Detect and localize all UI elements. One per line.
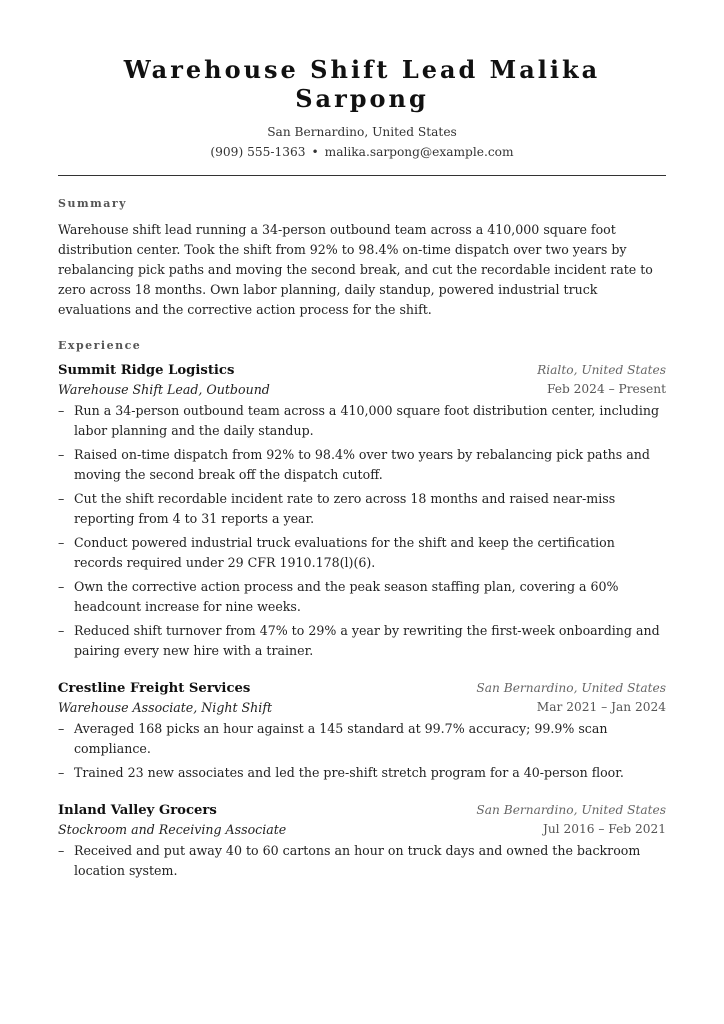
bullet-item <box>58 577 666 617</box>
bullet-item <box>58 401 666 441</box>
job-dates: Jul 2016 – Feb 2021 <box>542 822 666 836</box>
company-name: Summit Ridge Logistics <box>58 363 235 378</box>
contact-line <box>58 144 666 160</box>
bullet-text: Received and put away 40 to 60 cartons an hour on truck days and owned the backroom location system. <box>74 843 641 878</box>
bullet-dash: – <box>58 535 65 550</box>
job-inland-valley <box>58 801 666 885</box>
job-bullets <box>58 719 666 783</box>
job-dates: Mar 2021 – Jan 2024 <box>536 700 666 714</box>
bullet-item <box>58 445 666 485</box>
phone-number: (909) 555-1363 <box>210 145 306 159</box>
bullet-item <box>58 841 666 881</box>
bullet-text: Averaged 168 picks an hour against a 145 standard at 99.7% accuracy; 99.9% scan compliance. <box>74 721 608 756</box>
job-location: San Bernardino, United States <box>476 803 666 817</box>
company-name: Crestline Freight Services <box>58 681 251 696</box>
bullet-dash: – <box>58 403 65 418</box>
bullet-item <box>58 719 666 759</box>
bullet-dash: – <box>58 765 65 780</box>
bullet-text: Reduced shift turnover from 47% to 29% a year by rewriting the first-week onboarding and pairing every new hire with a trainer. <box>74 623 660 658</box>
bullet-item <box>58 533 666 573</box>
header-divider <box>58 175 666 176</box>
summary-text: Warehouse shift lead running a 34-person outbound team across a 410,000 square foot distribution center. Took the shift from 92% to 98.4% on-time dispatch over two years by rebalancing pick paths and moving the second break, and cut the recordable incident rate to zero across 18 months. Own labor planning, daily standup, powered industrial truck evaluations and the corrective action process for the shift. <box>58 222 653 317</box>
bullet-text: Run a 34-person outbound team across a 410,000 square foot distribution center, including labor planning and the daily standup. <box>74 403 660 438</box>
contact-separator: • <box>311 145 319 159</box>
bullet-text: Trained 23 new associates and led the pre-shift stretch program for a 40-person floor. <box>74 765 624 780</box>
bullet-item <box>58 621 666 661</box>
bullet-text: Conduct powered industrial truck evaluations for the shift and keep the certification records required under 29 CFR 1910.178(l)(6). <box>74 535 615 570</box>
job-title: Stockroom and Receiving Associate <box>58 822 287 837</box>
bullet-text: Cut the shift recordable incident rate to zero across 18 months and raised near-miss reporting from 4 to 31 reports a year. <box>74 491 616 526</box>
bullet-dash: – <box>58 491 65 506</box>
bullet-dash: – <box>58 721 65 736</box>
bullet-dash: – <box>58 843 65 858</box>
job-title: Warehouse Shift Lead, Outbound <box>58 382 270 397</box>
bullet-item <box>58 763 666 783</box>
job-bullets <box>58 401 666 661</box>
bullet-text: Raised on-time dispatch from 92% to 98.4% over two years by rebalancing pick paths and moving the second break off the dispatch cutoff. <box>74 447 650 482</box>
email-address: malika.sarpong@example.com <box>324 145 514 159</box>
job-summit-ridge <box>58 361 666 665</box>
company-name: Inland Valley Grocers <box>58 803 217 818</box>
bullet-dash: – <box>58 579 65 594</box>
contact-location: San Bernardino, United States <box>267 125 457 139</box>
bullet-text: Own the corrective action process and the peak season staffing plan, covering a 60% headcount increase for nine weeks. <box>74 579 619 614</box>
bullet-dash: – <box>58 623 65 638</box>
job-title: Warehouse Associate, Night Shift <box>58 700 273 715</box>
bullet-item <box>58 489 666 529</box>
candidate-name: Warehouse Shift Lead Malika Sarpong <box>123 55 601 113</box>
job-bullets <box>58 841 666 881</box>
job-dates: Feb 2024 – Present <box>547 382 666 396</box>
job-location: Rialto, United States <box>537 363 666 377</box>
summary-heading: Summary <box>58 197 128 210</box>
job-location: San Bernardino, United States <box>476 681 666 695</box>
bullet-dash: – <box>58 447 65 462</box>
job-crestline-freight <box>58 679 666 787</box>
experience-heading: Experience <box>58 339 142 352</box>
